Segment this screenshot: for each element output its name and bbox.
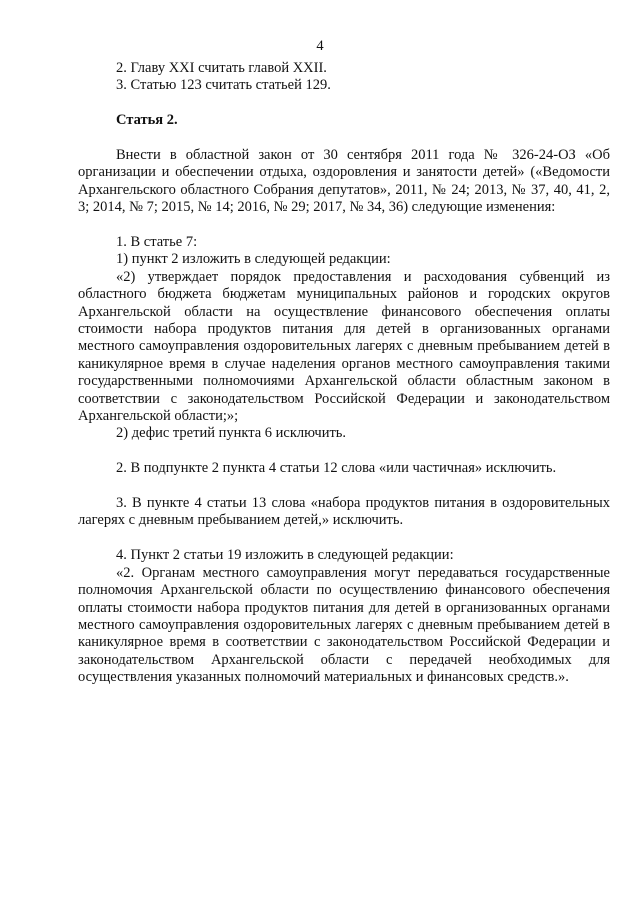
paragraph-point-4: 4. Пункт 2 статьи 19 изложить в следующей редакции: [116,547,454,564]
document-body [78,60,610,687]
spacer [78,95,610,112]
paragraph-point-1: 1. В статье 7: [116,234,198,251]
paragraph-point-1-sub-2: 2) дефис третий пункта 6 исключить. [116,425,347,442]
paragraph-item-2: 2. Главу XXI считать главой XXII. [116,60,327,76]
spacer [78,478,610,495]
spacer [78,530,610,547]
paragraph-point-1-sub-1: 1) пункт 2 изложить в следующей редакции: [116,251,391,268]
paragraph-item-3: 3. Статью 123 считать статьей 129. [116,77,331,94]
paragraph-point-1-quote: «2) утверждает порядок предоставления и расходования субвенций из областного бюджета бюджетам муниципальных районов и городских округов Архангельской области на осуществление финансового обеспечения оплаты стоимости набора продуктов питания для детей в организованных органами местного самоуправления оздоровительных лагерях с дневным пребыванием детей в каникулярное время в случае наделения органов местного самоуправления такими государственными полномочиями Архангельской области областным законом в соответствии с законодательством Российской Федерации и законодательством Архангельской области;»; [78,268,610,425]
paragraph-intro: Внести в областной закон от 30 сентября 2011 года № 326-24-ОЗ «Об организации и обеспечении отдыха, оздоровления и занятости детей» («Ведомости Архангельского областного Собрания депутатов», 2011, № 24; 2013, № 37, 40, 41, 2, 3; 2014, № 7; 2015, № 14; 2016, № 29; 2017, № 34, 36) следующие изменения: [78,147,610,216]
paragraph-point-4-quote: «2. Органам местного самоуправления могут передаваться государственные полномочия Архангельской области по осуществлению финансового обеспечения оплаты стоимости набора продуктов питания для детей в организованных органами местного самоуправления оздоровительных лагерях с дневным пребыванием детей в каникулярное время в соответствии с законодательством Российской Федерации и законодательством Архангельской области с передачей необходимых для осуществления указанных полномочий материальных и финансовых средств.». [78,564,610,686]
spacer [78,217,610,234]
article-heading: Статья 2. [116,112,178,129]
spacer [78,443,610,460]
page-number: 4 [316,38,324,54]
spacer [78,130,610,147]
paragraph-point-2: 2. В подпункте 2 пункта 4 статьи 12 слова «или частичная» исключить. [116,460,557,477]
paragraph-point-3: 3. В пункте 4 статьи 13 слова «набора продуктов питания в оздоровительных лагерях с дневным пребыванием детей,» исключить. [78,495,610,529]
